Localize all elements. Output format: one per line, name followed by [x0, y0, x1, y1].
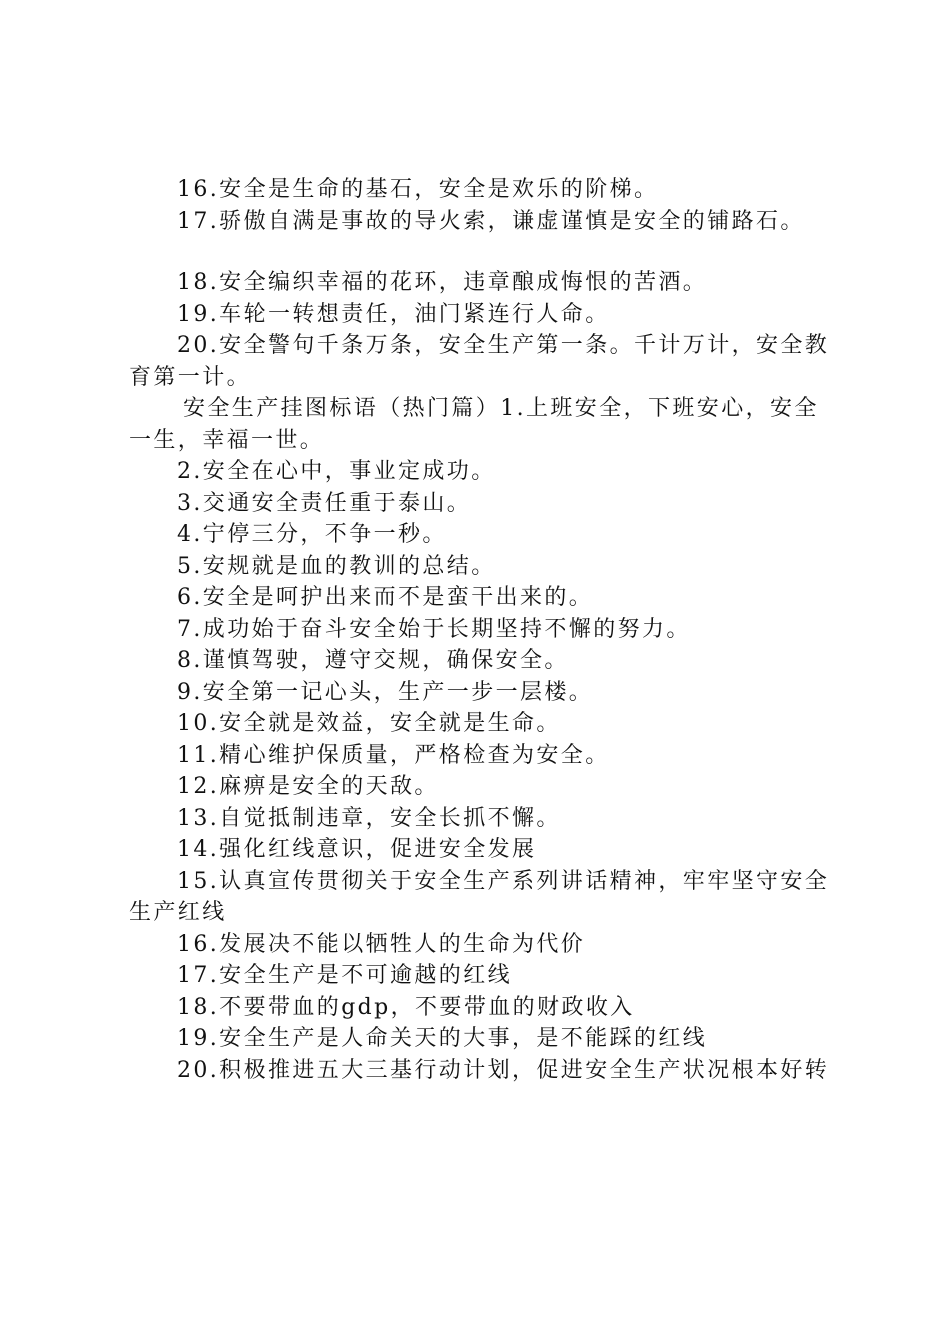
slogan-line: 2.安全在心中，事业定成功。 — [177, 459, 496, 484]
slogan-line: 18.不要带血的gdp，不要带血的财政收入 — [177, 994, 635, 1020]
slogan-line: 5.安规就是血的教训的总结。 — [177, 553, 496, 579]
slogan-line: 19.安全生产是人命关天的大事，是不能踩的红线 — [177, 1026, 708, 1051]
slogan-line: 20.安全警句千条万条，安全生产第一条。千计万计，安全教育第一计。 — [129, 333, 830, 390]
slogan-line: 4.宁停三分，不争一秒。 — [177, 522, 447, 547]
slogan-line: 8.谨慎驾驶，遵守交规，确保安全。 — [177, 648, 569, 673]
slogan-line: 12.麻痹是安全的天敌。 — [177, 774, 439, 799]
slogan-line: 9.安全第一记心头，生产一步一层楼。 — [177, 679, 594, 705]
slogan-line: 15.认真宣传贯彻关于安全生产系列讲话精神，牢牢坚守安全生产红线 — [129, 868, 830, 925]
slogan-line: 13.自觉抵制违章，安全长抓不懈。 — [177, 805, 561, 831]
slogan-line: 19.车轮一转想责任，油门紧连行人命。 — [177, 301, 610, 327]
paragraph-gap — [129, 237, 833, 267]
slogan-line: 20.积极推进五大三基行动计划，促进安全生产状况根本好转 — [177, 1057, 830, 1083]
slogan-line: 17.安全生产是不可逾越的红线 — [177, 963, 512, 988]
slogan-line: 14.强化红线意识，促进安全发展 — [177, 837, 537, 862]
slogan-line: 16.发展决不能以牺牲人的生命为代价 — [177, 931, 586, 957]
slogan-line: 16.安全是生命的基石，安全是欢乐的阶梯。 — [177, 177, 659, 202]
slogan-line: 6.安全是呵护出来而不是蛮干出来的。 — [177, 585, 594, 610]
slogan-line: 17.骄傲自满是事故的导火索，谦虚谨慎是安全的铺路石。 — [177, 208, 805, 234]
section-heading-line: 安全生产挂图标语（热门篇）1.上班安全，下班安心，安全一生，幸福一世。 — [129, 396, 819, 453]
slogan-line: 7.成功始于奋斗安全始于长期坚持不懈的努力。 — [177, 616, 691, 642]
slogan-line: 18.安全编织幸福的花环，违章酿成悔恨的苦酒。 — [177, 270, 708, 295]
slogan-line: 11.精心维护保质量，严格检查为安全。 — [177, 742, 610, 768]
slogan-line: 3.交通安全责任重于泰山。 — [177, 490, 472, 516]
document-body — [129, 174, 833, 1086]
slogan-line: 10.安全就是效益，安全就是生命。 — [177, 711, 561, 736]
